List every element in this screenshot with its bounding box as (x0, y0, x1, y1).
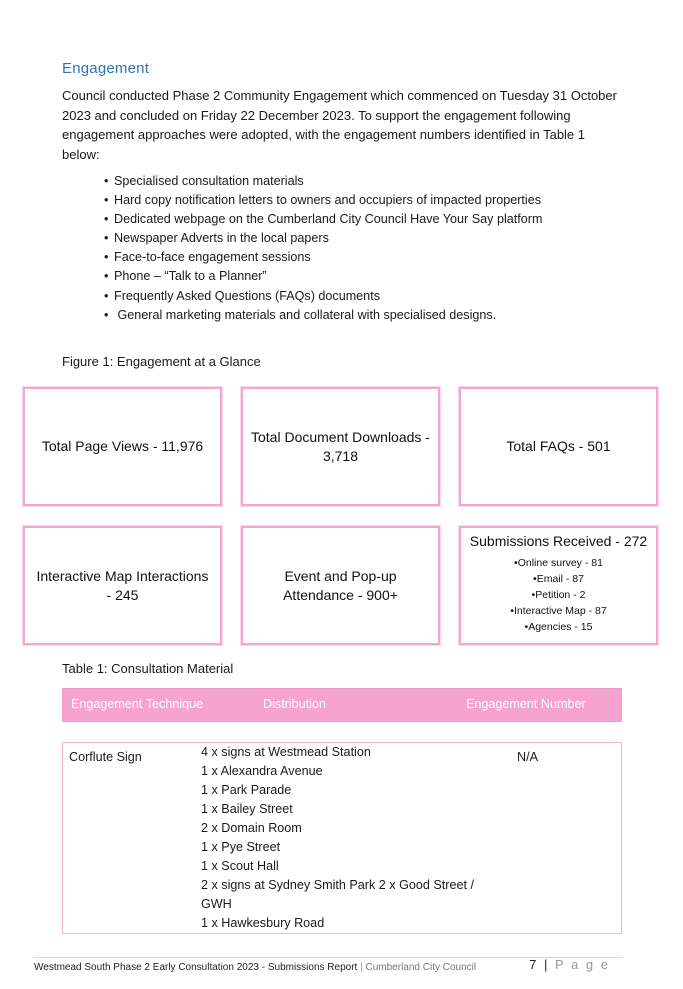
footer-report-title: Westmead South Phase 2 Early Consultation 2023 - Submissions Report | Cumberland City Council (34, 962, 477, 973)
submissions-title: Submissions Received - 272 (469, 533, 648, 549)
list-item: •Online survey - 81 (514, 557, 603, 569)
page-views-box (23, 387, 222, 506)
column-header: Distribution (263, 697, 326, 711)
intro-paragraph: Council conducted Phase 2 Community Engagement which commenced on Tuesday 31 October 2023 and concluded on Friday 22 December 2023. To support the engagement following engagement approaches were adopted, with the engagement numbers identified in Table 1 below: (62, 88, 617, 162)
table-row (62, 742, 622, 934)
list-item: • Dedicated webpage on the Cumberland City Council Have Your Say platform (104, 212, 543, 227)
list-item: 1 x Scout Hall (201, 859, 279, 873)
downloads-box (241, 387, 440, 506)
faqs-box (459, 387, 658, 506)
list-item: • Specialised consultation materials (104, 174, 304, 188)
list-item: •Email - 87 (533, 573, 584, 585)
list-item: • Frequently Asked Questions (FAQs) documents (104, 288, 380, 303)
list-item: • Newspaper Adverts in the local papers (104, 231, 329, 246)
technique-cell: Corflute Sign (69, 750, 142, 764)
column-header: Engagement Number (466, 697, 586, 711)
list-item: 4 x signs at Westmead Station (201, 745, 371, 759)
list-item: GWH (201, 897, 232, 911)
list-item: • Phone – “Talk to a Planner” (104, 269, 267, 284)
section-heading: Engagement (62, 60, 150, 77)
list-item: • General marketing materials and collateral with specialised designs. (104, 307, 497, 322)
table-header (62, 688, 622, 722)
figure-caption: Figure 1: Engagement at a Glance (62, 354, 261, 369)
engagement-approaches-list (104, 172, 542, 325)
page-number: 7 | P a g e (529, 957, 610, 972)
list-item: 1 x Park Parade (201, 783, 292, 797)
downloads-text: Total Document Downloads - 3,718 (251, 428, 430, 464)
list-item: 1 x Pye Street (201, 840, 281, 854)
list-item: 2 x Domain Room (201, 821, 302, 835)
engagement-number-cell: N/A (517, 750, 538, 764)
table-caption: Table 1: Consultation Material (62, 661, 234, 676)
submissions-list (510, 555, 606, 635)
page-views-text: Total Page Views - 11,976 (41, 438, 204, 454)
faqs-text: Total FAQs - 501 (506, 438, 611, 454)
events-box (241, 526, 440, 645)
page-footer (34, 957, 622, 980)
submissions-box (459, 526, 658, 645)
list-item: • Face-to-face engagement sessions (104, 250, 311, 265)
list-item: • Hard copy notification letters to owners and occupiers of impacted properties (104, 193, 542, 208)
events-text: Event and Pop-up Attendance - 900+ (283, 567, 398, 603)
list-item: •Agencies - 15 (524, 621, 593, 633)
list-item: 1 x Alexandra Avenue (201, 764, 323, 778)
list-item: •Petition - 2 (531, 589, 586, 601)
list-item: •Interactive Map - 87 (510, 605, 607, 617)
list-item: 1 x Hawkesbury Road (201, 916, 325, 930)
distribution-cell (201, 743, 521, 933)
column-header: Engagement Technique (71, 697, 204, 711)
map-interactions-text: Interactive Map Interactions - 245 (36, 567, 209, 603)
list-item: 2 x signs at Sydney Smith Park 2 x Good Street / (201, 878, 474, 892)
map-interactions-box (23, 526, 222, 645)
list-item: 1 x Bailey Street (201, 802, 293, 816)
footer-org: Cumberland City Council (365, 962, 477, 973)
